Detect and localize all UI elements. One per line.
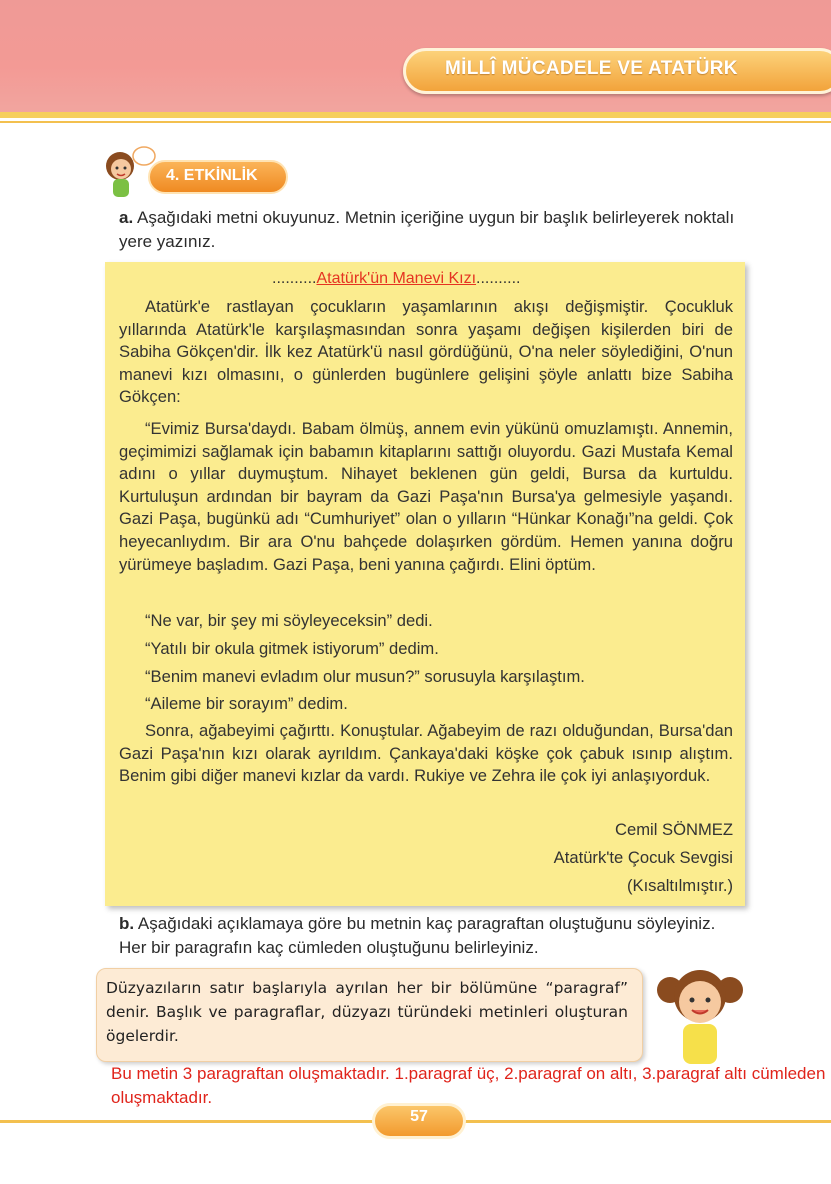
instruction-b-text: Aşağıdaki açıklamaya göre bu metnin kaç paragraftan oluştuğunu söyleyiniz. Her bir paragrafın kaç cümleden oluştuğunu belirleyiniz. (119, 914, 716, 957)
header-divider-thin (0, 121, 831, 123)
chapter-title: MİLLÎ MÜCADELE VE ATATÜRK (445, 58, 738, 79)
card-title-text: Atatürk'ün Manevi Kızı (316, 270, 477, 287)
info-box-text: Düzyazıların satır başlarıyla ayrılan her bir bölümüne “paragraf” denir. Başlık ve paragraflar, düzyazı türündeki metinleri oluşturan ögelerdir. (106, 979, 628, 1045)
card-source: Atatürk'te Çocuk Sevgisi (553, 848, 733, 867)
card-paragraph-3: Sonra, ağabeyimi çağırttı. Konuştular. Ağabeyim de razı olduğundan, Bursa'dan Gazi Paşa'nın kızı olarak ayrıldım. Çankaya'daki köşke çok çabuk ısınıp alıştım. Benim gibi diğer manevi kızlar da vardı. Rukiye ve Zehra ile çok iyi anlaşıyorduk. (119, 721, 733, 786)
card-paragraph-1: Atatürk'e rastlayan çocukların yaşamlarının akışı değişmiştir. Çocukluk yıllarında Atatürk'le karşılaşmasından sonra yaşamı değişen kişilerden biri de Sabiha Gökçen'dir. İlk kez Atatürk'ü nasıl gördüğünü, O'na neler söylediğini, O'nun manevi kızı olmasını, o günlerden bugünlere gelişini şöyle anlattı bize Sabiha Gökçen: (119, 297, 733, 407)
instruction-a-letter: a. (119, 208, 134, 227)
card-author: Cemil SÖNMEZ (614, 820, 733, 839)
card-dialogue-4: “Aileme bir sorayım” dedim. (145, 694, 348, 713)
card-title-dots-left: .......... (272, 270, 317, 287)
handwritten-answer: Bu metin 3 paragraftan oluşmaktadır. 1.paragraf üç, 2.paragraf on altı, 3.paragraf altı cümleden oluşmaktadır. (111, 1064, 826, 1107)
card-title-dots-right: .......... (476, 270, 521, 287)
instruction-a (119, 206, 739, 254)
instruction-b (119, 912, 739, 960)
header-divider (0, 112, 831, 118)
card-paragraph-2: “Evimiz Bursa'daydı. Babam ölmüş, annem evin yükünü omuzlamıştı. Annemin, geçimimizi sağlamak için babamın kitaplarını sattığı oluyordu. Gazi Mustafa Kemal adını o yıllar duymuştum. Nihayet beklenen gün geldi, Bursa da kurtuldu. Kurtuluşun ardından bir bayram da Gazi Paşa'nın Bursa'ya gelmesiyle yaşandı. Gazi Paşa, bugünkü adı “Cumhuriyet” olan o yılların “Hünkar Konağı”na geldi. Çok heyecanlıydım. Bir ara O'nu bahçede dolaşırken gördüm. Hemen yanına doğru yürümeye başladım. Gazi Paşa, beni yanına çağırdı. Elini öptüm. (119, 419, 733, 574)
instruction-b-letter: b. (119, 914, 135, 933)
girl-mascot-icon (96, 142, 156, 202)
instruction-a-text: Aşağıdaki metni okuyunuz. Metnin içeriğine uygun bir başlık belirleyerek noktalı yere yazınız. (119, 208, 735, 251)
card-title (272, 270, 520, 288)
card-dialogue-2: “Yatılı bir okula gitmek istiyorum” dedim. (145, 639, 439, 658)
page-number: 57 (410, 1108, 428, 1125)
activity-label: 4. ETKİNLİK (166, 167, 258, 184)
card-note: (Kısaltılmıştır.) (626, 876, 733, 895)
card-dialogue-3: “Benim manevi evladım olur musun?” sorusuyla karşılaştım. (145, 667, 585, 686)
child-mascot-icon (650, 960, 750, 1070)
card-dialogue-1: “Ne var, bir şey mi söyleyeceksin” dedi. (145, 611, 433, 630)
